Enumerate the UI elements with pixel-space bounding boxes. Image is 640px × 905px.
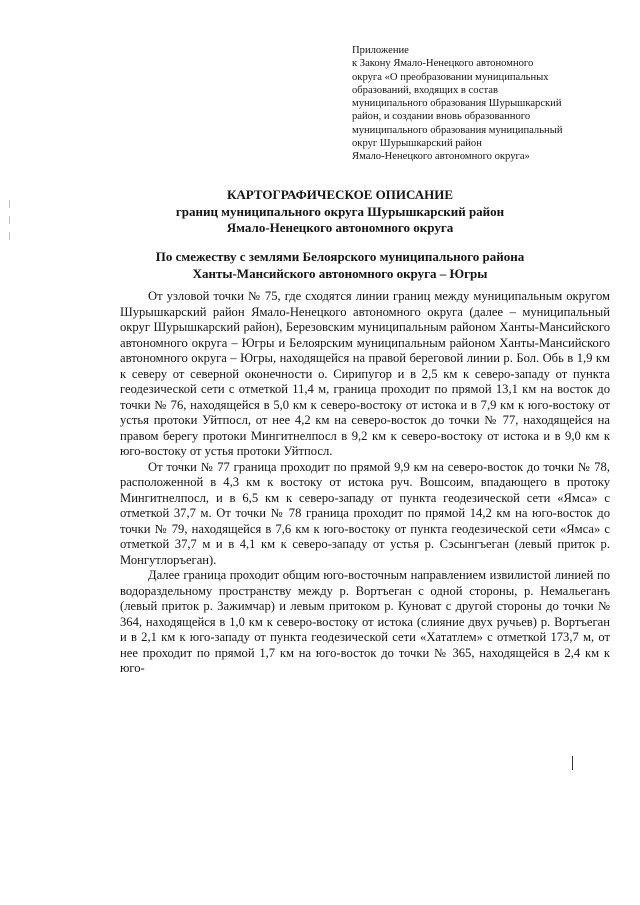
- body-paragraph: От узловой точки № 75, где сходятся линии границ между муниципальным округом Шурышкарский район Ямало-Ненецкого автономного округа (далее – муниципальный округ Шурышкарский район), Березовским муниципальным районом Ханты-Мансийского автономного округа – Югры и Белоярским муниципальным районом Ханты-Мансийского автономного округа – Югры, находящейся на правой береговой линии р. Бол. Обь в 1,9 км к северу от северной оконечности о. Сирипугор и в 2,5 км к северо-западу от пункта геодезической сети с отметкой 11,4 м, граница проходит по прямой 13,1 км на восток до точки № 76, находящейся в 5,0 км к северо-востоку от истока и в 7,9 км к юго-востоку от устья протоки Уйтпосл, от нее 4,2 км на северо-восток до точки № 77, находящейся на правом берегу протоки Мингитнелпосл в 9,2 км к северо-востоку от истока и в 9,0 км к юго-востоку от устья протоки Уйтпосл.: [120, 289, 610, 458]
- heading-line: Ханты-Мансийского автономного округа – Югры: [192, 265, 488, 281]
- title-line: границ муниципального округа Шурышкарский район: [175, 203, 505, 219]
- document-body: [120, 289, 610, 677]
- appendix-line: муниципального образования муниципальный: [352, 124, 563, 136]
- appendix-line: к Закону Ямало-Ненецкого автономного: [352, 58, 534, 70]
- appendix-line: округа «О преобразовании муниципальных: [352, 71, 549, 83]
- title-line: Ямало-Ненецкого автономного округа: [226, 220, 454, 235]
- heading-line: По смежеству с землями Белоярского муниципального района: [155, 249, 525, 264]
- document-title: [90, 187, 590, 237]
- text-cursor-mark: [572, 756, 573, 770]
- scan-edge-mark: [9, 232, 10, 240]
- body-paragraph: От точки № 77 граница проходит по прямой 9,9 км на северо-восток до точки № 78, расположенной в 4,3 км к востоку от истока руч. Вошсоим, впадающего в протоку Мингитнелпосл, и в 6,5 км к северо-западу от пункта геодезической сети «Ямса» с отметкой 37,7 м. От точки № 78 граница проходит по прямой 14,2 км на юго-восток до точки № 79, находящейся в 7,6 км к юго-востоку от пункта геодезической сети «Ямса» с отметкой 37,7 м и в 4,1 км к северо-западу от устья р. Сэсынгъеган (левый приток р. Монгутлоръеган).: [120, 459, 610, 567]
- appendix-line: образований, входящих в состав: [352, 84, 498, 96]
- scan-edge-mark: [9, 200, 10, 208]
- appendix-line: Приложение: [352, 45, 409, 56]
- section-heading: [90, 249, 590, 282]
- appendix-note: [352, 44, 622, 164]
- body-paragraph: Далее граница проходит общим юго-восточным направлением извилистой линией по водораздельному пространству между р. Вортъеган с одной стороны, р. Немальеганъ (левый приток р. Зажимчар) и левым притоком р. Куноват с другой стороны до точки № 364, находящейся в 1,0 км к северо-востоку от истока (слияние двух ручьев) р. Вортъеган и в 2,1 км к юго-западу от пункта геодезической сети «Хататлем» с отметкой 173,7 м, от нее проходит по прямой 1,7 км на юго-восток до точки № 365, находящейся в 2,4 км к юго-: [120, 568, 610, 675]
- title-line: КАРТОГРАФИЧЕСКОЕ ОПИСАНИЕ: [226, 187, 453, 202]
- appendix-line: Ямало-Ненецкого автономного округа»: [352, 151, 530, 163]
- scan-edge-mark: [9, 216, 10, 224]
- appendix-line: район, и создании вновь образованного: [352, 111, 531, 123]
- appendix-line: округ Шурышкарский район: [352, 138, 482, 150]
- appendix-line: муниципального образования Шурышкарский: [352, 98, 562, 110]
